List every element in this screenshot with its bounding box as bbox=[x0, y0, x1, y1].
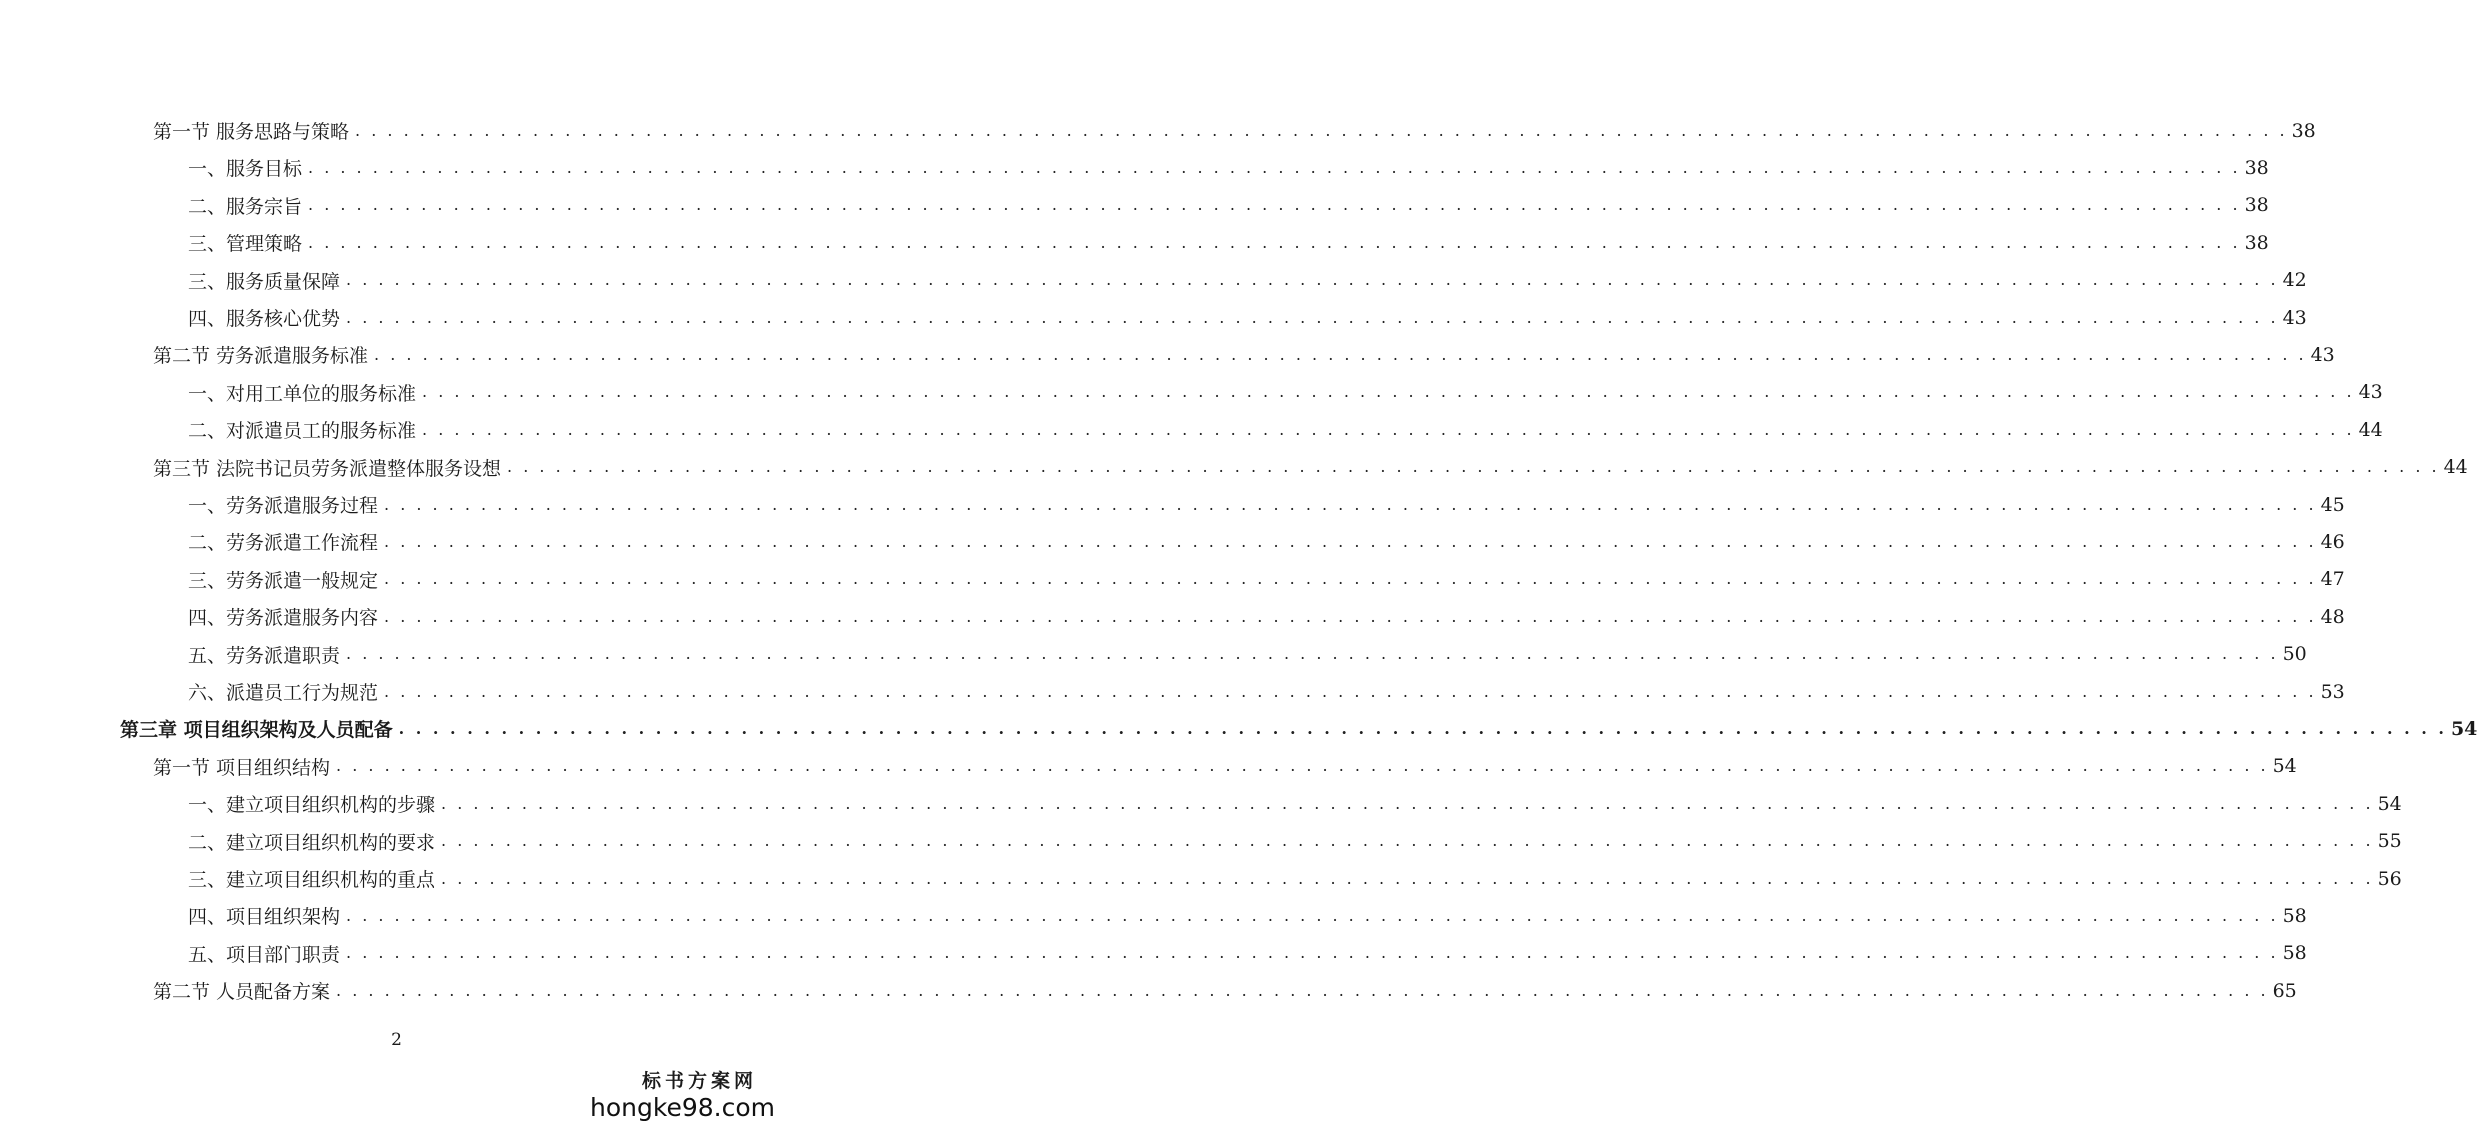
page-number: 2 bbox=[391, 1030, 402, 1050]
toc-leader-dots: . . . . . . . . . . . . . . . . . . . . . . . . . . . . . . . . . . . . . . . . . . . . . . . . . . . . . . . . . . . . . . . . . . . . . . . . . . . . . . . . . . . . . . . . . . . . . . . . . . . . . . . . . . . . . . . . . . . . . . . . bbox=[308, 157, 2241, 177]
toc-entry-page: 38 bbox=[2291, 119, 2316, 142]
toc-entry[interactable] bbox=[0, 112, 2316, 149]
toc-entry-title: 一、劳务派遣服务过程 bbox=[188, 495, 379, 517]
toc-entry-title: 第一节 项目组织结构 bbox=[153, 756, 331, 779]
toc-entry[interactable] bbox=[0, 262, 2307, 299]
toc-entry-page: 38 bbox=[2244, 156, 2269, 179]
toc-leader-dots: . . . . . . . . . . . . . . . . . . . . . . . . . . . . . . . . . . . . . . . . . . . . . . . . . . . . . . . . . . . . . . . . . . . . . . . . . . . . . . . . . . . . . . . . . . . . . . . . . . . . . . . . . . . . . . . . . . . . . . . . bbox=[374, 344, 2307, 364]
toc-leader-dots: . . . . . . . . . . . . . . . . . . . . . . . . . . . . . . . . . . . . . . . . . . . . . . . . . . . . . . . . . . . . . . . . . . . . . . . . . . . . . . . . . . . . . . . . . . . . . . . . . . . . . . . . . . . . . . . . . . . . . . . . bbox=[384, 531, 2317, 551]
toc-entry[interactable] bbox=[0, 897, 2307, 934]
toc-entry[interactable] bbox=[0, 523, 2345, 560]
toc-leader-dots: . . . . . . . . . . . . . . . . . . . . . . . . . . . . . . . . . . . . . . . . . . . . . . . . . . . . . . . . . . . . . . . . . . . . . . . . . . . . . . . . . . . . . . . . . . . . . . . . . . . . . . . . . . . . . . . . . . . . . . . . bbox=[422, 382, 2355, 402]
toc-entry-title: 一、服务目标 bbox=[188, 158, 303, 181]
toc-entry-page: 44 bbox=[2443, 456, 2468, 479]
toc-leader-dots: . . . . . . . . . . . . . . . . . . . . . . . . . . . . . . . . . . . . . . . . . . . . . . . . . . . . . . . . . . . . . . . . . . . . . . . . . . . . . . . . . . . . . . . . . . . . . . . . . . . . . . . . . . . . . . . . . . . . . . . . bbox=[308, 195, 2241, 215]
toc-entry[interactable] bbox=[0, 710, 2477, 747]
toc-entry-title: 一、建立项目组织机构的步骤 bbox=[188, 794, 436, 817]
toc-entry-title: 五、项目部门职责 bbox=[188, 943, 341, 966]
toc-entry-title: 二、服务宗旨 bbox=[188, 195, 303, 218]
toc-entry-page: 43 bbox=[2358, 381, 2383, 404]
toc-entry-title: 第二节 劳务派遣服务标准 bbox=[153, 345, 369, 368]
toc-entry[interactable] bbox=[0, 336, 2335, 373]
toc-leader-dots: . . . . . . . . . . . . . . . . . . . . . . . . . . . . . . . . . . . . . . . . . . . . . . . . . . . . . . . . . . . . . . . . . . . . . . . . . . . . . . . . . . . . . . . . . . . . . . . . . . . . . . . . . . . . . . . . . . . . . . . . bbox=[346, 943, 2279, 963]
toc-entry-title: 四、劳务派遣服务内容 bbox=[188, 607, 379, 630]
toc-entry[interactable] bbox=[0, 598, 2345, 635]
toc-entry-title: 六、派遣员工行为规范 bbox=[188, 682, 379, 704]
toc-entry[interactable] bbox=[0, 149, 2269, 186]
toc-entry-page: 43 bbox=[2282, 306, 2307, 329]
toc-entry-title: 五、劳务派遣职责 bbox=[188, 644, 341, 667]
toc-leader-dots: . . . . . . . . . . . . . . . . . . . . . . . . . . . . . . . . . . . . . . . . . . . . . . . . . . . . . . . . . . . . . . . . . . . . . . . . . . . . . . . . . . . . . . . . . . . . . . . . . . . . . . . . . . . . . . . . . . . . . . . . bbox=[346, 270, 2279, 290]
toc-entry-title: 一、对用工单位的服务标准 bbox=[188, 382, 417, 405]
toc-entry-title: 二、对派遣员工的服务标准 bbox=[188, 420, 417, 443]
toc-entry-title: 三、服务质量保障 bbox=[188, 270, 341, 293]
toc-entry[interactable] bbox=[0, 561, 2345, 598]
toc-entry-page: 54 bbox=[2450, 717, 2477, 740]
toc-leader-dots: . . . . . . . . . . . . . . . . . . . . . . . . . . . . . . . . . . . . . . . . . . . . . . . . . . . . . . . . . . . . . . . . . . . . . . . . . . . . . . . . . . . . . . . . . . . . . . . . . . . . . . . . . . . . . . . . . . . . . . . . bbox=[441, 793, 2374, 813]
toc-entry-page: 58 bbox=[2282, 904, 2307, 927]
toc-leader-dots: . . . . . . . . . . . . . . . . . . . . . . . . . . . . . . . . . . . . . . . . . . . . . . . . . . . . . . . . . . . . . . . . . . . . . . . . . . . . . . . . . . . . . . . . . . . . . . . . . . . . . . . . . . . . . . . . . . . . . . . . bbox=[355, 120, 2288, 140]
toc-leader-dots: . . . . . . . . . . . . . . . . . . . . . . . . . . . . . . . . . . . . . . . . . . . . . . . . . . . . . . . . . . . . . . . . . . . . . . . . . . . . . . . . . . . . . . . . . . . . . . . . . . . . . . . . . . . . . . . . . . . . . . . . bbox=[384, 681, 2317, 701]
toc-entry-page: 42 bbox=[2282, 269, 2307, 292]
toc-leader-dots: . . . . . . . . . . . . . . . . . . . . . . . . . . . . . . . . . . . . . . . . . . . . . . . . . . . . . . . . . . . . . . . . . . . . . . . . . . . . . . . . . . . . . . . . . . . . . . . . . . . . . . . . . . . . . . . . . . . . . . . . bbox=[441, 868, 2374, 888]
toc-leader-dots: . . . . . . . . . . . . . . . . . . . . . . . . . . . . . . . . . . . . . . . . . . . . . . . . . . . . . . . . . . . . . . . . . . . . . . . . . . . . . . . . . . . . . . . . . . . . . . . . . . . . . . . . . . . . . . . . . . . . . . . . bbox=[422, 419, 2355, 439]
toc-entry-page: 38 bbox=[2244, 194, 2269, 217]
watermark-name: 标书方案网 bbox=[641, 1070, 757, 1092]
toc-leader-dots: . . . . . . . . . . . . . . . . . . . . . . . . . . . . . . . . . . . . . . . . . . . . . . . . . . . . . . . . . . . . . . . . . . . . . . . . . . . . . . . . . . . . . . . . . . . . . . . . . . . . . . . . . . . . . . . . . . . . . . . . bbox=[441, 831, 2374, 851]
toc-entry-title: 三、管理策略 bbox=[188, 233, 303, 256]
toc-entry[interactable] bbox=[0, 972, 2297, 1009]
toc-entry-page: 44 bbox=[2358, 418, 2383, 441]
toc-entry-page: 56 bbox=[2377, 867, 2402, 890]
toc-entry[interactable] bbox=[0, 486, 2345, 523]
toc-leader-dots: . . . . . . . . . . . . . . . . . . . . . . . . . . . . . . . . . . . . . . . . . . . . . . . . . . . . . . . . . . . . . . . . . . . . . . . . . . . . . . . . . . . . . . . . . . . . . . . . . . . . . . . . . . . . . . . . . . . . . . . . bbox=[346, 644, 2279, 664]
toc-entry-page: 43 bbox=[2310, 343, 2335, 366]
toc-entry[interactable] bbox=[0, 636, 2307, 673]
toc-entry-title: 三、劳务派遣一般规定 bbox=[188, 569, 379, 592]
toc-leader-dots: . . . . . . . . . . . . . . . . . . . . . . . . . . . . . . . . . . . . . . . . . . . . . . . . . . . . . . . . . . . . . . . . . . . . . . . . . . . . . . . . . . . . . . . . . . . . . . . . . . . . . . . . . . . . . . . . . . . . . . . . bbox=[384, 494, 2317, 514]
toc-entry[interactable] bbox=[0, 748, 2297, 785]
toc-entry-page: 47 bbox=[2320, 568, 2345, 591]
toc-entry-page: 45 bbox=[2320, 493, 2345, 516]
toc-entry[interactable] bbox=[0, 299, 2307, 336]
toc-entry-title: 四、服务核心优势 bbox=[188, 308, 341, 330]
toc-leader-dots: . . . . . . . . . . . . . . . . . . . . . . . . . . . . . . . . . . . . . . . . . . . . . . . . . . . . . . . . . . . . . . . . . . . . . . . . . . . . . . . . . . . . . . . . . . . . . . . . . . . . . . . . . . . . . . . . . . . . . . . . bbox=[346, 307, 2279, 327]
toc-entry-title: 四、项目组织架构 bbox=[188, 906, 341, 929]
toc-leader-dots: . . . . . . . . . . . . . . . . . . . . . . . . . . . . . . . . . . . . . . . . . . . . . . . . . . . . . . . . . . . . . . . . . . . . . . . . . . . . . . . . . . . . . . . . . . . . . . . . . . . . . . . . . . . . . . . . . . . . . . . . bbox=[384, 606, 2317, 626]
watermark-url: hongke98.com bbox=[590, 1093, 775, 1122]
toc-entry[interactable] bbox=[0, 224, 2269, 261]
toc-leader-dots: . . . . . . . . . . . . . . . . . . . . . . . . . . . . . . . . . . . . . . . . . . . . . . . . . . . . . . . . . . . . . . . . . . . . . . . . . . . . . . . . . . . . . . . . . . . . . . . . . . . . . . . . . . . . . . . . . . . . . . . . bbox=[336, 756, 2269, 776]
toc-entry[interactable] bbox=[0, 449, 2468, 486]
toc-entry-title: 三、建立项目组织机构的重点 bbox=[188, 869, 436, 891]
toc-leader-dots: . . . . . . . . . . . . . . . . . . . . . . . . . . . . . . . . . . . . . . . . . . . . . . . . . . . . . . . . . . . . . . . . . . . . . . . . . . . . . . . . . . . . . . . . . . . . . . . . . . . . . . . . . . . . . . . . . . . . . . . . bbox=[398, 718, 2447, 738]
toc-entry[interactable] bbox=[0, 187, 2269, 224]
toc-entry-title: 第二节 人员配备方案 bbox=[153, 981, 331, 1004]
toc-entry-page: 65 bbox=[2272, 979, 2297, 1002]
toc-entry-page: 55 bbox=[2377, 830, 2402, 853]
toc-entry[interactable] bbox=[0, 860, 2402, 897]
toc-leader-dots: . . . . . . . . . . . . . . . . . . . . . . . . . . . . . . . . . . . . . . . . . . . . . . . . . . . . . . . . . . . . . . . . . . . . . . . . . . . . . . . . . . . . . . . . . . . . . . . . . . . . . . . . . . . . . . . . . . . . . . . . bbox=[507, 457, 2440, 477]
toc-entry-page: 54 bbox=[2272, 755, 2297, 778]
toc-leader-dots: . . . . . . . . . . . . . . . . . . . . . . . . . . . . . . . . . . . . . . . . . . . . . . . . . . . . . . . . . . . . . . . . . . . . . . . . . . . . . . . . . . . . . . . . . . . . . . . . . . . . . . . . . . . . . . . . . . . . . . . . bbox=[384, 569, 2317, 589]
toc-leader-dots: . . . . . . . . . . . . . . . . . . . . . . . . . . . . . . . . . . . . . . . . . . . . . . . . . . . . . . . . . . . . . . . . . . . . . . . . . . . . . . . . . . . . . . . . . . . . . . . . . . . . . . . . . . . . . . . . . . . . . . . . bbox=[346, 905, 2279, 925]
toc-entry[interactable] bbox=[0, 935, 2307, 972]
toc-entry[interactable] bbox=[0, 411, 2383, 448]
toc-entry-page: 46 bbox=[2320, 530, 2345, 553]
toc-entry-page: 54 bbox=[2377, 792, 2402, 815]
toc-entry[interactable] bbox=[0, 374, 2383, 411]
toc-entry[interactable] bbox=[0, 785, 2402, 822]
toc-entry-title: 二、劳务派遣工作流程 bbox=[188, 532, 379, 555]
toc-entry[interactable] bbox=[0, 823, 2402, 860]
toc-leader-dots: . . . . . . . . . . . . . . . . . . . . . . . . . . . . . . . . . . . . . . . . . . . . . . . . . . . . . . . . . . . . . . . . . . . . . . . . . . . . . . . . . . . . . . . . . . . . . . . . . . . . . . . . . . . . . . . . . . . . . . . . bbox=[308, 232, 2241, 252]
toc-entry-page: 58 bbox=[2282, 942, 2307, 965]
toc-entry-title: 第一节 服务思路与策略 bbox=[153, 121, 350, 143]
toc-entry-page: 53 bbox=[2320, 680, 2345, 703]
toc-entry[interactable] bbox=[0, 673, 2345, 710]
toc-leader-dots: . . . . . . . . . . . . . . . . . . . . . . . . . . . . . . . . . . . . . . . . . . . . . . . . . . . . . . . . . . . . . . . . . . . . . . . . . . . . . . . . . . . . . . . . . . . . . . . . . . . . . . . . . . . . . . . . . . . . . . . . bbox=[336, 980, 2269, 1000]
toc-entry-page: 38 bbox=[2244, 231, 2269, 254]
toc-entry-title: 第三节 法院书记员劳务派遣整体服务设想 bbox=[153, 457, 502, 480]
toc-entry-title: 二、建立项目组织机构的要求 bbox=[188, 831, 436, 854]
watermark bbox=[590, 1066, 775, 1122]
toc-entry-title: 第三章 项目组织架构及人员配备 bbox=[120, 719, 393, 742]
toc-entry-page: 50 bbox=[2282, 643, 2307, 666]
toc-entry-page: 48 bbox=[2320, 605, 2345, 628]
